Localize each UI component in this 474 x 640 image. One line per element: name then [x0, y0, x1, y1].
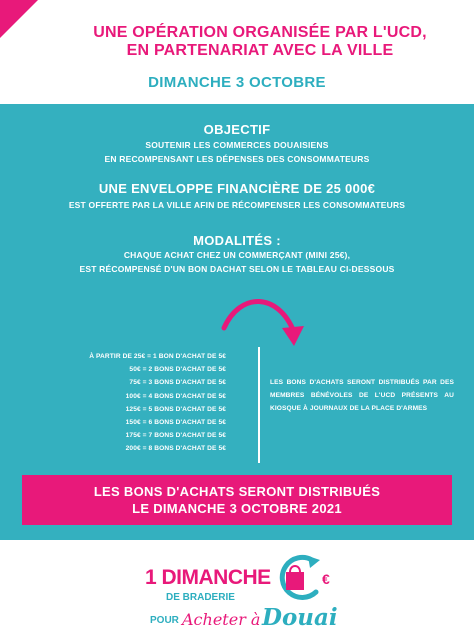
header-section	[0, 0, 474, 104]
objectif-title: OBJECTIF	[203, 122, 271, 137]
reward-row: 100€ = 4 BONS D'ACHAT DE 5€	[125, 392, 226, 400]
distribution-banner	[22, 475, 452, 525]
enveloppe-line1: EST OFFERTE PAR LA VILLE AFIN DE RÉCOMPENSER LES CONSOMMATEURS	[68, 200, 406, 210]
headline	[60, 24, 460, 60]
logo-braderie: DE BRADERIE	[166, 592, 235, 603]
logo-acheter: Acheter à	[182, 610, 261, 629]
reward-row: 50€ = 2 BONS D'ACHAT DE 5€	[129, 366, 226, 374]
curved-arrow-icon	[220, 298, 310, 348]
modalites-line2: EST RÉCOMPENSÉ D'UN BON DACHAT SELON LE TABLEAU CI-DESSOUS	[79, 264, 395, 274]
banner-line2: LE DIMANCHE 3 OCTOBRE 2021	[132, 501, 342, 516]
modalites-line1: CHAQUE ACHAT CHEZ UN COMMERÇANT (MINI 25€),	[123, 250, 351, 260]
reward-row: 175€ = 7 BONS D'ACHAT DE 5€	[125, 432, 226, 440]
euro-symbol: €	[322, 571, 330, 587]
reward-row: 150€ = 6 BONS D'ACHAT DE 5€	[125, 418, 226, 426]
logo-pour: POUR	[150, 615, 179, 626]
enveloppe-title: UNE ENVELOPPE FINANCIÈRE DE 25 000€	[98, 181, 376, 196]
headline-line2: EN PARTENARIAT AVEC LA VILLE	[126, 42, 394, 59]
headline-line1: UNE OPÉRATION ORGANISÉE PAR L'UCD,	[93, 24, 427, 41]
logo-title: 1 DIMANCHE	[145, 566, 271, 589]
banner-line1: LES BONS D'ACHATS SERONT DISTRIBUÉS	[93, 484, 381, 499]
corner-triangle	[0, 0, 38, 38]
reward-row: À PARTIR DE 25€ = 1 BON D'ACHAT DE 5€	[89, 353, 226, 360]
event-logo	[0, 540, 474, 640]
objectif-line1: SOUTENIR LES COMMERCES DOUAISIENS	[145, 140, 329, 150]
reward-row: 125€ = 5 BONS D'ACHAT DE 5€	[125, 405, 226, 413]
logo-douai: Douai	[262, 604, 338, 631]
rewards-table	[14, 350, 226, 456]
distribution-note: LES BONS D'ACHATS SERONT DISTRIBUÉS PAR DES MEMBRES BÉNÉVOLES DE L'UCD PRÉSENTS AU KIOSQUE À JOURNAUX DE LA PLACE D'ARMES	[270, 379, 454, 412]
objectif-line2: EN RECOMPENSANT LES DÉPENSES DES CONSOMMATEURS	[104, 154, 370, 164]
shopping-bag-euro-icon	[272, 554, 334, 604]
modalites-title: MODALITÉS :	[193, 233, 281, 248]
reward-row: 200€ = 8 BONS D'ACHAT DE 5€	[125, 445, 226, 453]
event-date: DIMANCHE 3 OCTOBRE	[148, 74, 326, 91]
vertical-divider	[258, 347, 260, 463]
reward-row: 75€ = 3 BONS D'ACHAT DE 5€	[129, 379, 226, 387]
